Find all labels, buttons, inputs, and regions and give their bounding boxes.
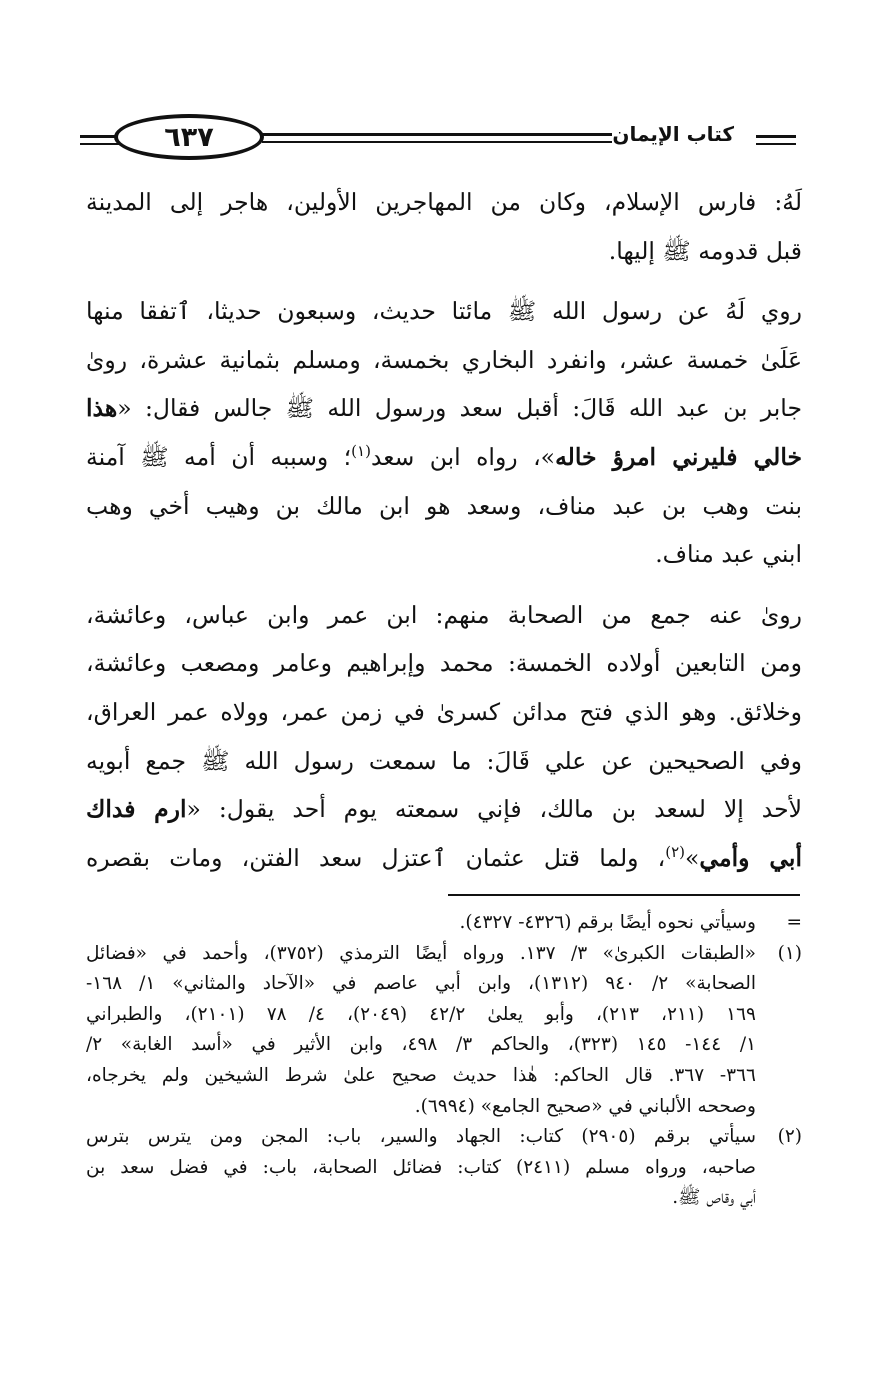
footnote-line: ١/ ١٤٤- ١٤٥ (٣٢٣)، والحاكم ٣/ ٤٩٨، وابن الأثير في «أسد الغابة» ٢/ <box>86 1034 756 1056</box>
text-run: »، رواه ابن سعد <box>370 442 556 471</box>
header-rule-left-thin <box>80 143 120 145</box>
text-line: وفي الصحيحين عن علي قَالَ: ما سمعت رسول الله ﷺ جمع أبويه <box>86 746 802 775</box>
paragraph-1 <box>86 178 802 275</box>
footnote-2 <box>86 1122 802 1214</box>
paragraph-2 <box>86 287 802 579</box>
text-line: روىٰ عنه جمع من الصحابة منهم: ابن عمر وابن عباس، وعائشة، <box>86 600 802 629</box>
text-line <box>86 785 802 834</box>
text-line: وخلائق. وهو الذي فتح مدائن كسرىٰ في زمن عمر، وولاه عمر العراق، <box>86 697 802 726</box>
footnote-marker: = <box>786 912 802 933</box>
footnote-marker: (٢) <box>777 1126 802 1148</box>
hadith-quote-bold: هذا <box>86 394 118 423</box>
footnote-line: الصحابة» ٢/ ٩٤٠ (١٣١٢)، وابن أبي عاصم في «الآحاد والمثاني» ١/ ١٦٨- <box>86 973 756 995</box>
footnote-line: ٣٦٦- ٣٦٧. قال الحاكم: هٰذا حديث صحيح علىٰ شرط الشيخين ولم يخرجاه، <box>86 1064 756 1086</box>
main-text <box>86 178 802 882</box>
footnote-line: وصححه الألباني في «صحيح الجامع» (٦٩٩٤). <box>414 1095 756 1117</box>
footnote-1 <box>86 939 802 1123</box>
page-number: ٦٣٧ <box>114 114 264 160</box>
footnote-line: ١٦٩ (٢١١، ٢١٣)، وأبو يعلىٰ ٤٢/٢ (٢٠٤٩)، ٤/ ٧٨ (٢١٠١)، والطبراني <box>86 1003 756 1025</box>
footnote-line: أبي وقاص ﷺ. <box>672 1187 756 1209</box>
text-line: روي لَهُ عن رسول الله ﷺ مائتا حديث، وسبعون حديثا، ٱتفقا منها <box>86 297 802 326</box>
text-line <box>86 834 802 883</box>
footnotes <box>86 908 802 1214</box>
paragraph-3 <box>86 591 802 883</box>
text-line: ومن التابعين أولاده الخمسة: محمد وإبراهيم وعامر ومصعب وعائشة، <box>86 649 802 678</box>
footnote-ref: (١) <box>351 442 371 461</box>
header-rule-right <box>756 135 796 138</box>
text-line <box>86 384 802 433</box>
text-run: ؛ وسببه أن أمه ﷺ آمنة <box>86 442 352 471</box>
footnote-line: صاحبه، ورواه مسلم (٢٤١١) كتاب: فضائل الصحابة، باب: في فضل سعد بن <box>86 1156 756 1178</box>
footnote-separator <box>448 894 800 896</box>
running-header <box>80 108 796 168</box>
text-line: قبل قدومه ﷺ إليها. <box>608 236 802 265</box>
footnote-marker: (١) <box>777 942 802 964</box>
text-line: ابني عبد مناف. <box>655 540 802 569</box>
hadith-quote-bold: خالي فليرني امرؤ خاله <box>555 442 803 471</box>
text-run: ، ولما قتل عثمان ٱعتزل سعد الفتن، ومات بقصره <box>86 843 666 872</box>
text-line: لَهُ: فارس الإسلام، وكان من المهاجرين الأولين، هاجر إلى المدينة <box>86 188 802 216</box>
text-line <box>86 433 802 482</box>
hadith-quote-bold: ارم فداك <box>86 795 187 824</box>
text-line: عَلَىٰ خمسة عشر، وانفرد البخاري بخمسة، ومسلم بثمانية عشرة، روىٰ <box>86 345 802 374</box>
footnote-continuation <box>86 908 802 939</box>
header-rule-middle-thin <box>262 141 612 143</box>
footnote-line: وسيأتي نحوه أيضًا برقم (٤٣٢٦- ٤٣٢٧). <box>459 912 756 933</box>
header-rule-right-thin <box>756 143 796 145</box>
text-run: » <box>685 843 700 872</box>
hadith-quote-bold: أبي وأمي <box>699 843 803 872</box>
header-rule-middle <box>262 133 612 136</box>
footnote-line: «الطبقات الكبرىٰ» ٣/ ١٣٧. ورواه أيضًا الترمذي (٣٧٥٢)، وأحمد في «فضائل <box>86 942 756 964</box>
footnote-ref: (٢) <box>665 842 686 861</box>
book-title: كتاب الإيمان <box>612 122 734 146</box>
text-line: بنت وهب بن عبد مناف، وسعد هو ابن مالك بن وهيب أخي وهب <box>86 491 802 520</box>
footnote-line: سيأتي برقم (٢٩٠٥) كتاب: الجهاد والسير، باب: المجن ومن يترس بترس <box>86 1126 756 1148</box>
text-run: جابر بن عبد الله قَالَ: أقبل سعد ورسول الله ﷺ جالس فقال: « <box>117 394 802 423</box>
text-run: لأحد إلا لسعد بن مالك، فإني سمعته يوم أحد يقول: « <box>186 795 802 824</box>
